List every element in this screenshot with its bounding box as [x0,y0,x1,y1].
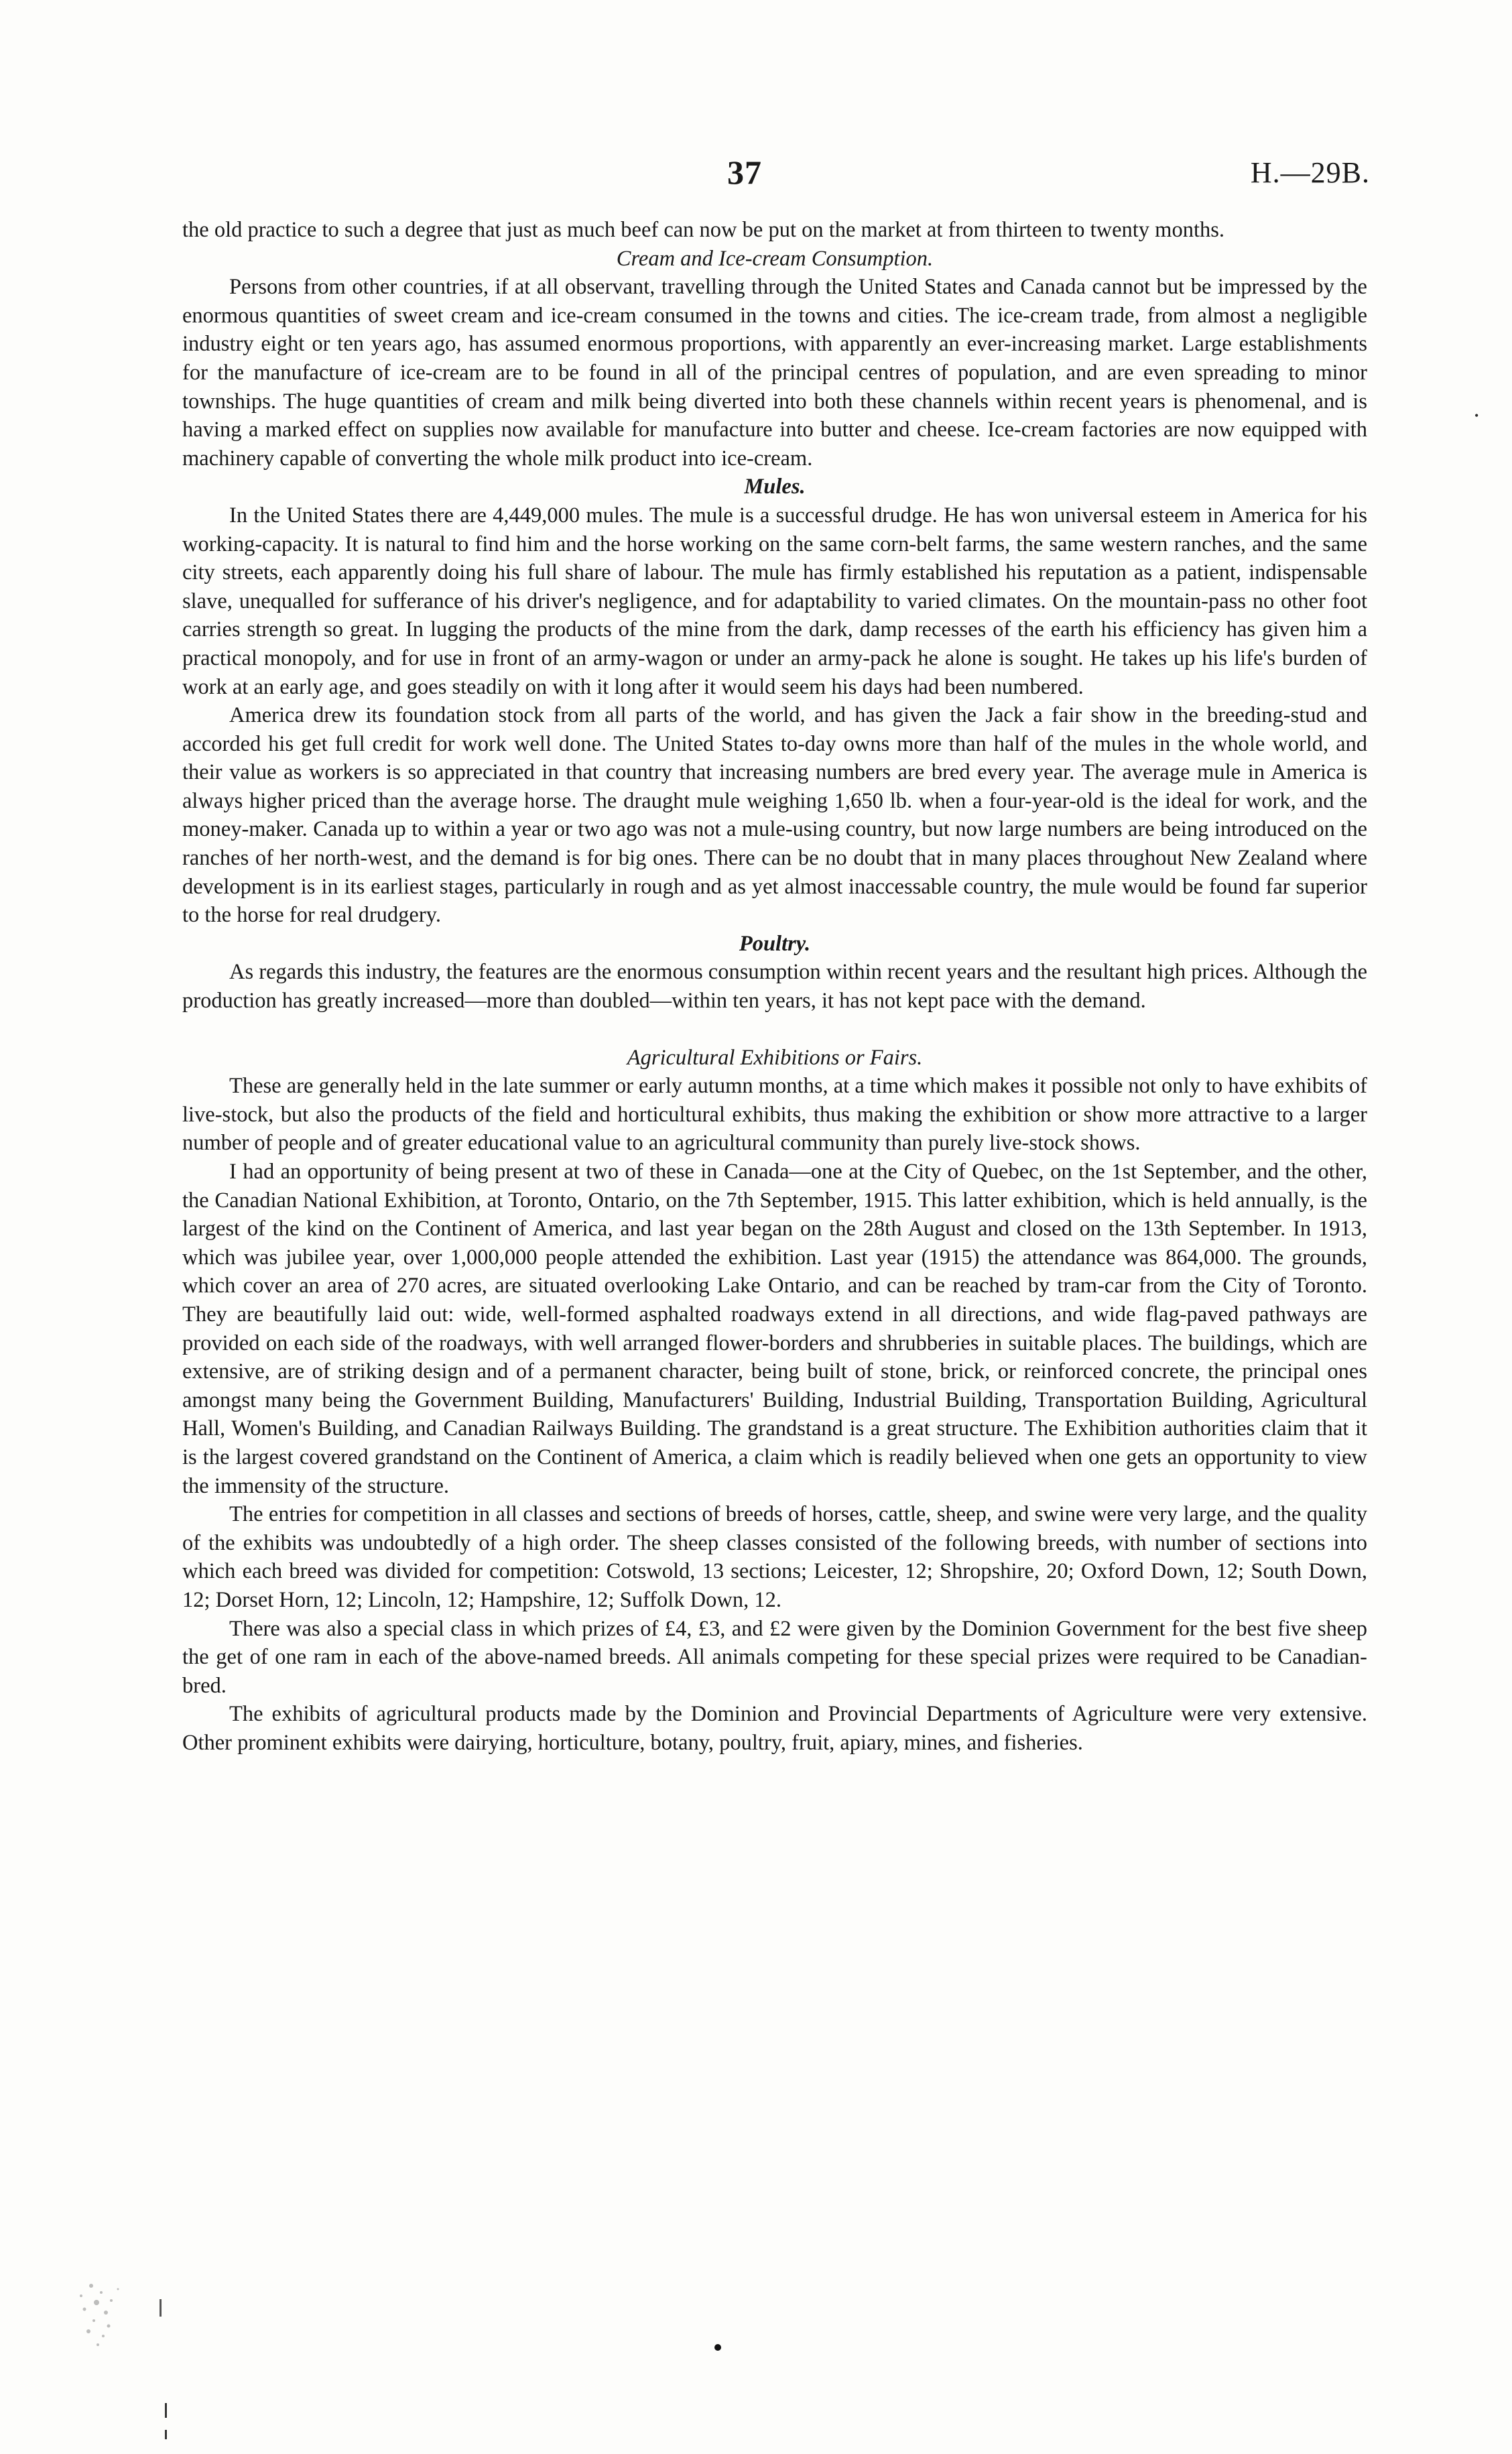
edge-mark [165,2403,167,2418]
margin-mark: • [1474,409,1479,422]
edge-mark [165,2430,167,2439]
page-number: 37 [727,154,762,191]
poultry-paragraph-1: As regards this industry, the features are the enormous consumption within recent years and the resultant high prices. Although the production has greatly increased—more than doubled—within ten years, it has not kept pace with the demand. [182,960,1367,1014]
fairs-paragraph-4: There was also a special class in which prizes of £4, £3, and £2 were given by the Dominion Government for the best five sheep the get of one ram in each of the above-named breeds. All animals competing for these special prizes were required to be Canadian-bred. [182,1616,1367,1698]
center-dot [714,2344,721,2351]
fairs-paragraph-3: The entries for competition in all classes and sections of breeds of horses, cattle, sheep, and swine were very large, and the quality of the exhibits was undoubtedly of a high order. The sheep classes consisted of the following breeds, with number of sections into which each breed was divided for competition: Cotswold, 13 sections; Leicester, 12; Shropshire, 20; Oxford Down, 12; South Down, 12; Dorset Horn, 12; Lincoln, 12; Hampshire, 12; Suffolk Down, 12. [182,1502,1367,1612]
section-heading-fairs: Agricultural Exhibitions or Fairs. [627,1045,923,1070]
document-reference: H.—29B. [1250,156,1370,189]
section-heading-mules: Mules. [744,475,806,499]
body-text [182,216,1367,1757]
section-heading-poultry: Poultry. [739,931,811,956]
fairs-paragraph-5: The exhibits of agricultural products made by the Dominion and Provincial Departments of Agriculture were very extensive. Other prominent exhibits were dairying, horticulture, botany, poultry, fruit, apiary, mines, and fisheries. [182,1702,1367,1755]
intro-paragraph: the old practice to such a degree that just as much beef can now be put on the market at from thirteen to twenty months. [182,218,1225,242]
scan-smudge [64,2272,165,2366]
section-heading-cream: Cream and Ice-cream Consumption. [616,246,934,271]
mules-paragraph-2: America drew its foundation stock from all parts of the world, and has given the Jack a fair show in the breeding-stud and accorded his get full credit for work well done. The United States to-day owns more than half of the mules in the whole world, and their value as workers is so appreciated in that country that increasing numbers are bred every year. The average mule in America is always higher priced than the average horse. The draught mule weighing 1,650 lb. when a four-year-old is the ideal for work, and the money-maker. Canada up to within a year or two ago was not a mule-using country, but now large numbers are being introduced on the ranches of her north-west, and the demand is for big ones. There can be no doubt that in many places throughout New Zealand where development is in its earliest stages, particularly in rough and as yet almost inaccessable country, the mule would be found far superior to the horse for real drudgery. [182,703,1367,928]
fairs-paragraph-2: I had an opportunity of being present at two of these in Canada—one at the City of Quebec, on the 1st September, and the other, the Canadian National Exhibition, at Toronto, Ontario, on the 7th September, 1915. This latter exhibition, which is held annually, is the largest of the kind on the Continent of America, and last year began on the 28th August and closed on the 13th September. In 1913, which was jubilee year, over 1,000,000 people attended the exhibition. Last year (1915) the attendance was 864,000. The grounds, which cover an area of 270 acres, are situated overlooking Lake Ontario, and can be reached by tram-car from the City of Toronto. They are beautifully laid out: wide, well-formed asphalted roadways extend in all directions, and wide flag-paved pathways are provided on each side of the roadways, with well arranged flower-borders and shrubberies in suitable places. The buildings, which are extensive, are of striking design and of a permanent character, being built of stone, brick, or reinforced concrete, the principal ones amongst many being the Government Building, Manufacturers' Building, Industrial Building, Transportation Building, Agricultural Hall, Women's Building, and Canadian Railways Building. The grandstand is a great structure. The Exhibition authorities claim that it is the largest covered grandstand on the Continent of America, a claim which is readily believed when one gets an opportunity to view the immensity of the structure. [182,1160,1367,1498]
cream-paragraph-1: Persons from other countries, if at all observant, travelling through the United States and Canada cannot but be impressed by the enormous quantities of sweet cream and ice-cream consumed in the towns and cities. The ice-cream trade, from almost a negligible industry eight or ten years ago, has assumed enormous proportions, with apparently an ever-increasing market. Large establishments for the manufacture of ice-cream are to be found in all of the principal centres of population, and are even spreading to minor townships. The huge quantities of cream and milk being diverted into both these channels within recent years is phenomenal, and is having a marked effect on supplies now available for manufacture into butter and cheese. Ice-cream factories are now equipped with machinery capable of converting the whole milk product into ice-cream. [182,275,1367,471]
mules-paragraph-1: In the United States there are 4,449,000 mules. The mule is a successful drudge. He has won universal esteem in America for his working-capacity. It is natural to find him and the horse working on the same corn-belt farms, the same western ranches, and the same city streets, each apparently doing his full share of labour. The mule has firmly established his reputation as a patient, indispensable slave, unequalled for sufferance of his driver's negligence, and for adaptability to varied climates. On the mountain-pass no other foot carries strength so great. In lugging the products of the mine from the dark, damp recesses of the earth his efficiency has given him a practical monopoly, and for use in front of an army-wagon or under an army-pack he alone is sought. He takes up his life's burden of work at an early age, and goes steadily on with it long after it would seem his days had been numbered. [182,503,1367,699]
fairs-paragraph-1: These are generally held in the late summer or early autumn months, at a time which makes it possible not only to have exhibits of live-stock, but also the products of the field and horticultural exhibits, thus making the exhibition or show more attractive to a larger number of people and of greater educational value to an agricultural community than purely live-stock shows. [182,1074,1367,1156]
